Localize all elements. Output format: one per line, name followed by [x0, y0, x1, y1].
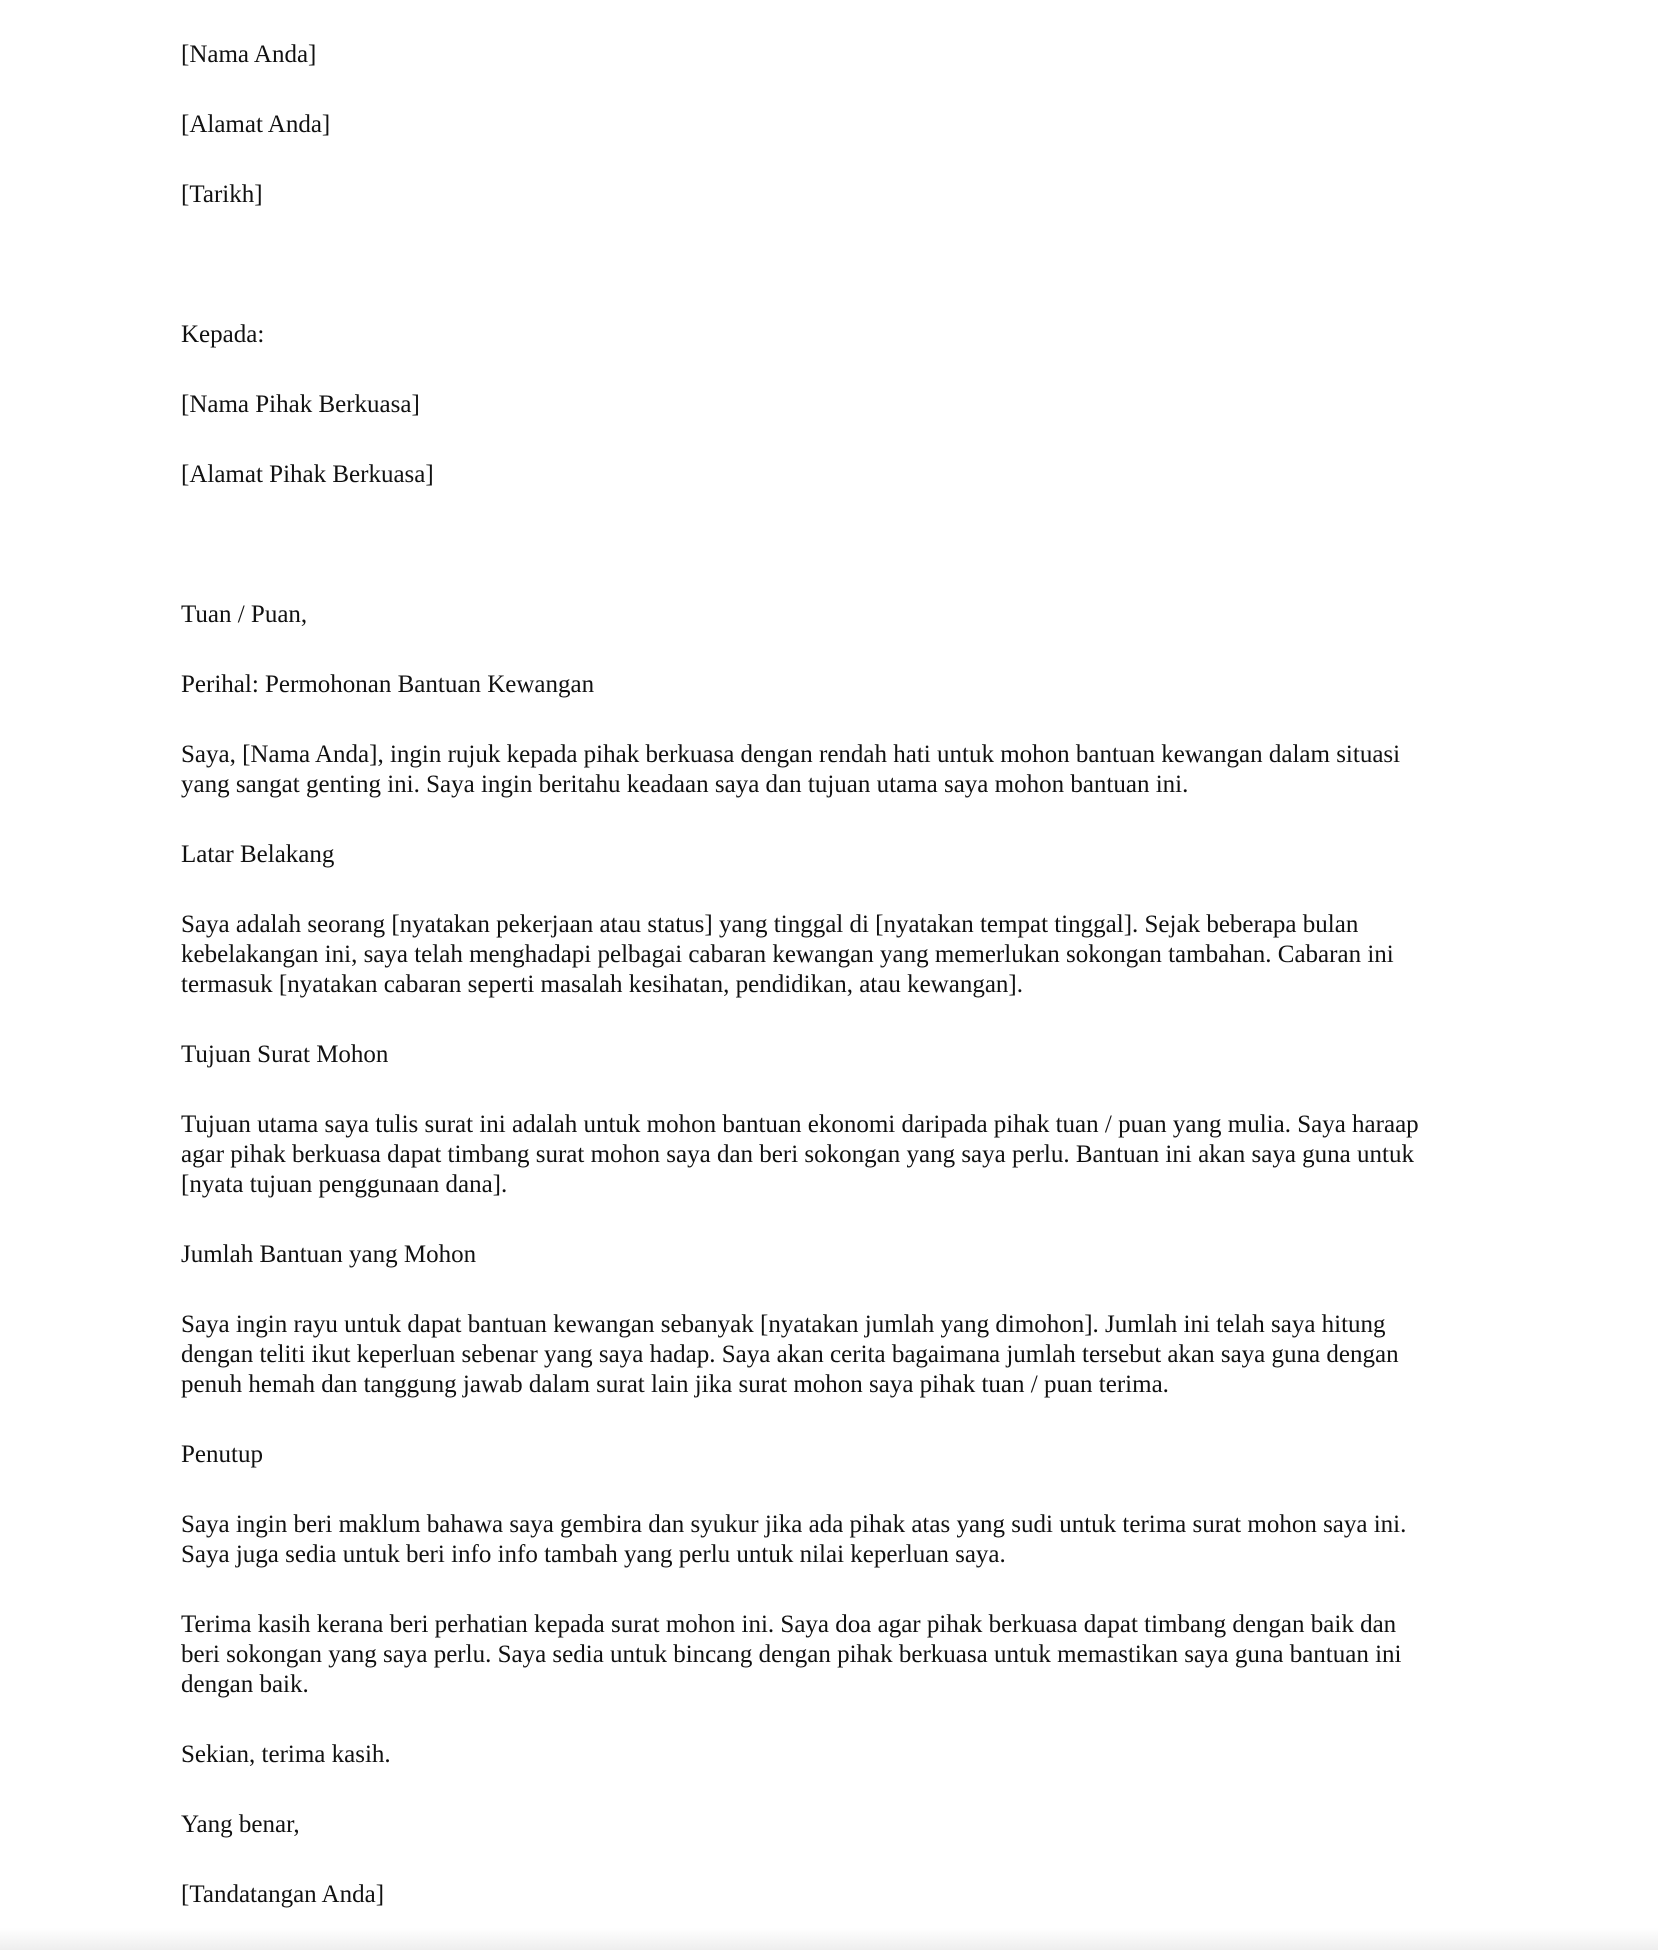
background-line: kebelakangan ini, saya telah menghadapi pelbagai cabaran kewangan yang memerlukan sokongan tambahan. Cabaran ini — [181, 941, 1394, 968]
purpose-line: agar pihak berkuasa dapat timbang surat mohon saya dan beri sokongan yang saya perlu. Bantuan ini akan saya guna untuk — [181, 1141, 1414, 1168]
amount-line: Saya ingin rayu untuk dapat bantuan kewangan sebanyak [nyatakan jumlah yang dimohon]. Jumlah ini telah saya hitung — [181, 1311, 1386, 1338]
sender-name: [Nama Anda] — [181, 41, 317, 68]
intro-line: Saya, [Nama Anda], ingin rujuk kepada pihak berkuasa dengan rendah hati untuk mohon bantuan kewangan dalam situasi — [181, 741, 1401, 768]
closing-line: Saya juga sedia untuk beri info info tambah yang perlu untuk nilai keperluan saya. — [181, 1541, 1006, 1568]
heading-closing: Penutup — [181, 1441, 263, 1468]
thanks-paragraph — [181, 1610, 1481, 1700]
thanks-line: beri sokongan yang saya perlu. Saya sedia untuk bincang dengan pihak berkuasa untuk memastikan saya guna bantuan ini — [181, 1641, 1402, 1668]
amount-line: dengan teliti ikut keperluan sebenar yang saya hadap. Saya akan cerita bagaimana jumlah tersebut akan saya guna dengan — [181, 1341, 1399, 1368]
sender-address: [Alamat Anda] — [181, 111, 331, 138]
heading-background: Latar Belakang — [181, 841, 335, 868]
thanks-line: Terima kasih kerana beri perhatian kepada surat mohon ini. Saya doa agar pihak berkuasa dapat timbang dengan baik dan — [181, 1611, 1397, 1638]
thanks-line: dengan baik. — [181, 1671, 309, 1698]
closing-line: Saya ingin beri maklum bahawa saya gembira dan syukur jika ada pihak atas yang sudi untuk terima surat mohon saya ini. — [181, 1511, 1407, 1538]
background-paragraph — [181, 910, 1481, 1000]
salutation: Tuan / Puan, — [181, 601, 308, 628]
recipient-address: [Alamat Pihak Berkuasa] — [181, 461, 434, 488]
yours-line: Yang benar, — [181, 1811, 300, 1838]
closing-paragraph — [181, 1510, 1481, 1570]
signature-placeholder: [Tandatangan Anda] — [181, 1881, 385, 1908]
amount-line: penuh hemah dan tanggung jawab dalam surat lain jika surat mohon saya pihak tuan / puan terima. — [181, 1371, 1169, 1398]
background-line: Saya adalah seorang [nyatakan pekerjaan atau status] yang tinggal di [nyatakan tempat tinggal]. Sejak beberapa bulan — [181, 911, 1359, 938]
recipient-label: Kepada: — [181, 321, 265, 348]
background-line: termasuk [nyatakan cabaran seperti masalah kesihatan, pendidikan, atau kewangan]. — [181, 971, 1024, 998]
purpose-paragraph — [181, 1110, 1481, 1200]
page-bottom-shadow — [0, 1928, 1658, 1950]
heading-amount: Jumlah Bantuan yang Mohon — [181, 1241, 477, 1268]
intro-line: yang sangat genting ini. Saya ingin beritahu keadaan saya dan tujuan utama saya mohon bantuan ini. — [181, 771, 1189, 798]
heading-purpose: Tujuan Surat Mohon — [181, 1041, 389, 1068]
purpose-line: Tujuan utama saya tulis surat ini adalah untuk mohon bantuan ekonomi daripada pihak tuan / puan yang mulia. Saya haraap — [181, 1111, 1419, 1138]
amount-paragraph — [181, 1310, 1481, 1400]
recipient-name: [Nama Pihak Berkuasa] — [181, 391, 420, 418]
subject-line: Perihal: Permohonan Bantuan Kewangan — [181, 671, 595, 698]
purpose-line: [nyata tujuan penggunaan dana]. — [181, 1171, 508, 1198]
intro-paragraph — [181, 740, 1481, 800]
letter-date: [Tarikh] — [181, 181, 263, 208]
final-greeting: Sekian, terima kasih. — [181, 1741, 391, 1768]
